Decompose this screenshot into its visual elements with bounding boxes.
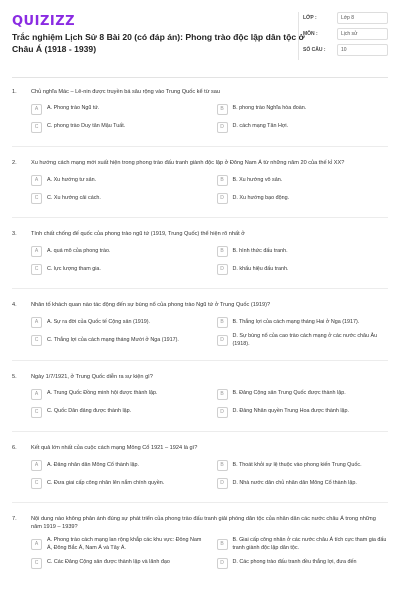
option-text: D. Các phong trào đấu tranh đều thắng lợi, đưa đến bbox=[232, 559, 357, 566]
option-text: C. phong trào Duy tân Mậu Tuất. bbox=[47, 123, 126, 130]
answer-option[interactable] bbox=[31, 315, 203, 329]
quizizz-logo: QUIZIZZ bbox=[12, 14, 76, 29]
question-divider bbox=[12, 431, 388, 432]
answer-option[interactable] bbox=[217, 537, 389, 552]
meta-row-class bbox=[303, 12, 388, 26]
option-letter-box[interactable]: B bbox=[217, 389, 228, 400]
option-text: B. Đảng Cộng sản Trung Quốc được thành lập. bbox=[232, 390, 346, 397]
question-divider bbox=[12, 502, 388, 503]
question-number: 5. bbox=[12, 374, 17, 381]
option-letter-box[interactable]: D bbox=[217, 478, 228, 489]
option-text: A. Sự ra đời của Quốc tế Cộng sản (1919). bbox=[47, 318, 151, 325]
option-text: B. hình thức đấu tranh. bbox=[232, 247, 288, 254]
question-prompt bbox=[12, 159, 388, 167]
meta-row-count bbox=[303, 44, 388, 58]
option-text: D. Sự bùng nổ của cao trào cách mạng ở các nước châu Âu (1918). bbox=[232, 333, 378, 347]
meta-value-subject: Lịch sử bbox=[337, 28, 388, 40]
question-prompt bbox=[12, 88, 388, 96]
option-letter-box[interactable]: A bbox=[31, 539, 42, 550]
option-letter-box[interactable]: B bbox=[217, 104, 228, 115]
question-text: Kết quả lớn nhất của cuộc cách mạng Mông Cổ 1921 – 1924 là gì? bbox=[31, 445, 198, 452]
answer-option[interactable] bbox=[31, 244, 203, 258]
answer-option[interactable] bbox=[31, 537, 203, 552]
meta-label: MÔN : bbox=[303, 31, 318, 37]
answer-option[interactable] bbox=[217, 262, 389, 276]
question-item bbox=[12, 301, 388, 361]
option-text: B. phong trào Nghĩa hòa đoàn. bbox=[232, 105, 307, 112]
option-text: A. quá mô của phong trào. bbox=[47, 247, 111, 254]
answer-option[interactable] bbox=[31, 120, 203, 134]
option-letter-box[interactable]: B bbox=[217, 175, 228, 186]
meta-value-class: Lớp 8 bbox=[337, 12, 388, 24]
answer-options bbox=[12, 102, 388, 134]
option-letter-box[interactable]: D bbox=[217, 335, 228, 346]
question-prompt bbox=[12, 373, 388, 381]
option-letter-box[interactable]: C bbox=[31, 193, 42, 204]
question-item bbox=[12, 159, 388, 218]
option-letter-box[interactable]: C bbox=[31, 264, 42, 275]
question-item bbox=[12, 230, 388, 289]
option-text: D. Đảng Nhân quyền Trung Hoa được thành lập. bbox=[232, 408, 350, 415]
option-letter-box[interactable]: C bbox=[31, 478, 42, 489]
option-text: C. lực lượng tham gia. bbox=[47, 265, 101, 272]
option-letter-box[interactable]: D bbox=[217, 264, 228, 275]
option-letter-box[interactable]: C bbox=[31, 122, 42, 133]
option-text: B. Giai cấp công nhân ở các nước châu Á tích cực tham gia đấu tranh giành độc lập dân tộc. bbox=[232, 537, 387, 551]
question-text: Xu hướng cách mạng mới xuất hiện trong phong trào đấu tranh giành độc lập ở Đông Nam Á từ những năm 20 của thế kỉ XX? bbox=[31, 160, 345, 167]
question-divider bbox=[12, 146, 388, 147]
option-text: D. khẩu hiệu đấu tranh. bbox=[232, 265, 289, 272]
answer-option[interactable] bbox=[217, 102, 389, 116]
answer-option[interactable] bbox=[31, 191, 203, 205]
option-text: B. Thắng lợi của cách mạng tháng Hai ở Nga (1917). bbox=[232, 318, 360, 325]
answer-option[interactable] bbox=[31, 173, 203, 187]
answer-option[interactable] bbox=[217, 244, 389, 258]
answer-option[interactable] bbox=[31, 405, 203, 419]
option-text: C. Thắng lợi của cách mạng tháng Mười ở Nga (1917). bbox=[47, 337, 179, 344]
question-number: 7. bbox=[12, 516, 17, 523]
quiz-meta bbox=[298, 12, 388, 60]
meta-row-subject bbox=[303, 28, 388, 42]
option-letter-box[interactable]: A bbox=[31, 389, 42, 400]
question-text: Tính chất chống đế quốc của phong trào ngũ tứ (1919, Trung Quốc) thể hiện rõ nhất ở bbox=[31, 231, 245, 238]
option-text: D. Xu hướng bạo động. bbox=[232, 194, 290, 201]
option-letter-box[interactable]: D bbox=[217, 407, 228, 418]
answer-option[interactable] bbox=[217, 191, 389, 205]
option-letter-box[interactable]: B bbox=[217, 460, 228, 471]
answer-options bbox=[12, 537, 388, 570]
answer-options bbox=[12, 387, 388, 419]
option-letter-box[interactable]: D bbox=[217, 558, 228, 569]
option-text: A. Phong trào cách mạng lan rộng khắp các khu vực: Đông Nam Á, Đông Bắc Á, Nam Á và Tây Á. bbox=[47, 537, 202, 551]
question-number: 2. bbox=[12, 160, 17, 167]
answer-option[interactable] bbox=[31, 262, 203, 276]
question-number: 6. bbox=[12, 445, 17, 452]
answer-options bbox=[12, 244, 388, 276]
option-letter-box[interactable]: D bbox=[217, 193, 228, 204]
question-prompt bbox=[12, 301, 388, 309]
question-divider bbox=[12, 288, 388, 289]
option-text: A. Đảng nhân dân Mông Cổ thành lập. bbox=[47, 461, 140, 468]
question-text: Chủ nghĩa Mác – Lê-nin được truyền bá sâu rộng vào Trung Quốc kể từ sau bbox=[31, 89, 221, 95]
answer-option[interactable] bbox=[217, 333, 389, 348]
question-item bbox=[12, 88, 388, 147]
question-prompt bbox=[12, 515, 388, 531]
answer-option[interactable] bbox=[31, 333, 203, 348]
question-number: 4. bbox=[12, 302, 17, 309]
question-prompt bbox=[12, 230, 388, 238]
answer-option[interactable] bbox=[217, 120, 389, 134]
answer-option[interactable] bbox=[31, 387, 203, 401]
question-text: Nội dung nào không phản ánh đúng sự phát triển của phong trào đấu tranh giải phóng dân tộc của nhân dân các nước châu Á trong những năm 1919 – 1939? bbox=[31, 516, 376, 531]
option-text: C. Đưa giai cấp công nhân lên nắm chính quyền. bbox=[47, 479, 165, 486]
question-number: 3. bbox=[12, 231, 17, 238]
answer-options bbox=[12, 173, 388, 205]
answer-option[interactable] bbox=[217, 315, 389, 329]
option-letter-box[interactable]: A bbox=[31, 104, 42, 115]
question-item bbox=[12, 515, 388, 570]
answer-option[interactable] bbox=[31, 476, 203, 490]
meta-label: LỚP : bbox=[303, 15, 317, 21]
meta-label: SỐ CÂU : bbox=[303, 47, 326, 53]
answer-option[interactable] bbox=[31, 102, 203, 116]
answer-option[interactable] bbox=[217, 476, 389, 490]
quiz-header bbox=[12, 0, 388, 78]
answer-option[interactable] bbox=[31, 458, 203, 472]
option-text: D. cách mạng Tân Hợi. bbox=[232, 123, 289, 130]
option-text: A. Phong trào Ngũ tứ. bbox=[47, 105, 100, 112]
answer-option[interactable] bbox=[217, 458, 389, 472]
option-letter-box[interactable]: B bbox=[217, 246, 228, 257]
meta-value-count: 10 bbox=[337, 44, 388, 56]
option-letter-box[interactable]: A bbox=[31, 460, 42, 471]
option-text: B. Thoát khỏi sự lệ thuộc vào phong kiến Trung Quốc. bbox=[232, 461, 362, 468]
option-text: B. Xu hướng vô sản. bbox=[232, 176, 283, 183]
answer-option[interactable] bbox=[217, 556, 389, 570]
question-list bbox=[12, 78, 388, 570]
question-number: 1. bbox=[12, 89, 17, 95]
question-prompt bbox=[12, 444, 388, 452]
option-letter-box[interactable]: B bbox=[217, 539, 228, 550]
option-letter-box[interactable]: C bbox=[31, 335, 42, 346]
option-letter-box[interactable]: B bbox=[217, 317, 228, 328]
answer-option[interactable] bbox=[31, 556, 203, 570]
option-letter-box[interactable]: C bbox=[31, 407, 42, 418]
option-text: C. Các Đảng Cộng sản được thành lập và lãnh đạo bbox=[47, 559, 170, 566]
answer-options bbox=[12, 458, 388, 490]
question-item bbox=[12, 444, 388, 503]
question-text: Nhân tố khách quan nào tác động đến sự bùng nổ của phong trào Ngũ tứ ở Trung Quốc (1919)? bbox=[31, 302, 271, 309]
question-item bbox=[12, 373, 388, 432]
answer-option[interactable] bbox=[217, 387, 389, 401]
option-letter-box[interactable]: C bbox=[31, 558, 42, 569]
option-letter-box[interactable]: A bbox=[31, 317, 42, 328]
page-title: Trắc nghiệm Lịch Sử 8 Bài 20 (có đáp án): Phong trào độc lập dân tộc ở Châu Á (1918 - 1939) bbox=[12, 32, 305, 54]
option-letter-box[interactable]: A bbox=[31, 246, 42, 257]
option-text: D. Nhà nước dân chủ nhân dân Mông Cổ thành lập. bbox=[232, 479, 357, 486]
answer-option[interactable] bbox=[217, 173, 389, 187]
option-text: C. Quốc Dân đảng được thành lập. bbox=[47, 408, 132, 415]
answer-options bbox=[12, 315, 388, 348]
question-divider bbox=[12, 360, 388, 361]
option-letter-box[interactable]: A bbox=[31, 175, 42, 186]
option-text: A. Xu hướng tư sản. bbox=[47, 176, 97, 183]
option-text: A. Trung Quốc Đồng minh hội được thành lập. bbox=[47, 390, 158, 397]
option-letter-box[interactable]: D bbox=[217, 122, 228, 133]
question-divider bbox=[12, 217, 388, 218]
question-text: Ngày 1/7/1921, ở Trung Quốc diễn ra sự kiện gì? bbox=[31, 374, 153, 381]
option-text: C. Xu hướng cải cách. bbox=[47, 194, 101, 201]
answer-option[interactable] bbox=[217, 405, 389, 419]
